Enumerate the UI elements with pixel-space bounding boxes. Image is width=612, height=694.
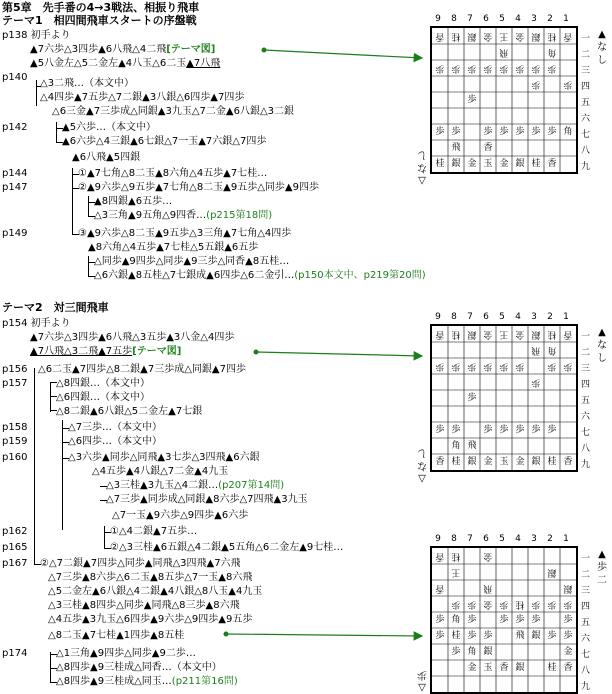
rank-label: 六 [581, 634, 591, 644]
move-line: ▲6八飛▲5四銀 [72, 152, 141, 163]
file-label: 9 [435, 312, 441, 322]
move-line: △6六銀▲8五桂△7七銀成▲6四歩△6二金引…(p150本文中、p219第20問) [94, 270, 426, 281]
file-label: 9 [435, 534, 441, 544]
shogi-piece: 歩 [435, 361, 445, 371]
ref: p167 [2, 558, 28, 569]
move-line: △8二玉▲7七桂▲1四歩▲8五桂 [48, 630, 185, 641]
shogi-piece: 香 [435, 31, 445, 41]
shogi-piece: 歩 [467, 599, 477, 609]
shogi-piece: 歩 [467, 631, 477, 641]
file-label: 8 [451, 534, 457, 544]
move-line: ▲7八飛△3二飛▲7五歩[テーマ図] [30, 346, 182, 357]
move-line: ③▲9六歩△8二玉▲9五歩△3三角▲7七角△4四歩 [78, 228, 292, 239]
shogi-piece: 歩 [547, 127, 557, 137]
move-line: ①▲7七角△8二玉▲8六角△4五歩▲7七桂… [78, 168, 268, 179]
move-line: ▲8四銀▲6五歩… [94, 196, 173, 207]
move-line: △7三歩▲同歩成△同銀▲8六歩△7四飛▲3九玉 [106, 494, 308, 505]
rank-label: 五 [581, 618, 591, 628]
ref: p157 [2, 378, 28, 389]
shogi-piece: 香 [435, 329, 445, 339]
shogi-piece: 歩 [483, 425, 493, 435]
rank-label: 五 [581, 98, 591, 108]
ref: p174 [2, 648, 28, 659]
shogi-piece: 歩 [563, 631, 573, 641]
rank-label: 八 [581, 444, 591, 454]
file-label: 4 [515, 312, 521, 322]
shogi-piece: 歩 [531, 63, 541, 73]
shogi-piece: 香 [435, 583, 445, 593]
rank-label: 九 [581, 460, 591, 470]
move-line: △3六歩▲同歩△同飛▲3七歩△3四飛▲6六銀 [68, 452, 260, 463]
shogi-piece: 歩 [467, 361, 477, 371]
shogi-piece: 銀 [531, 329, 541, 339]
move-line: △7三歩▲8六歩△6二玉▲8五歩△7一玉▲8六飛 [48, 572, 253, 583]
shogi-piece: 香 [499, 663, 509, 673]
ref: p162 [2, 526, 28, 537]
shogi-piece: 歩 [515, 615, 525, 625]
ref: p158 [2, 422, 28, 433]
move-line: ①△4二銀▲7五歩… [110, 526, 198, 537]
move-line: △8四歩▲9三桂成△同玉…(p211第16問) [56, 676, 238, 687]
shogi-piece: 歩 [547, 63, 557, 73]
move-line: △6四歩…（本文中） [68, 436, 163, 447]
ref: p160 [2, 452, 28, 463]
file-label: 1 [563, 534, 569, 544]
shogi-piece: 歩 [483, 63, 493, 73]
move-line: △同歩▲9四歩△同歩▲9三歩△同香▲8五桂… [94, 256, 290, 267]
file-label: 3 [531, 312, 537, 322]
shogi-piece: 銀 [467, 329, 477, 339]
shogi-piece: 歩 [435, 63, 445, 73]
shogi-piece: 角 [467, 647, 477, 657]
shogi-piece: 香 [547, 159, 557, 169]
move-line: ▲6六歩△4三銀▲6七銀△7一玉▲7六銀△7四歩 [62, 136, 267, 147]
shogi-piece: 歩 [515, 63, 525, 73]
shogi-piece: 桂 [451, 329, 461, 339]
ref: p140 [2, 72, 28, 83]
move-line: △4五歩▲3九玉△6四歩▲9六歩△9四歩▲9五歩 [48, 614, 253, 625]
shogi-piece: 桂 [451, 457, 461, 467]
move-line: △7三歩…（本文中） [68, 422, 163, 433]
shogi-piece: 角 [451, 615, 461, 625]
shogi-piece: 王 [499, 329, 509, 339]
move-line: △4五歩▲4八銀△7二金▲4九玉 [92, 466, 229, 477]
shogi-piece: 歩 [547, 425, 557, 435]
shogi-piece: 角 [451, 441, 461, 451]
move-line: △3三桂▲3九玉△4二銀…(p207第14問) [106, 480, 285, 491]
file-label: 6 [483, 14, 489, 24]
file-label: 3 [531, 534, 537, 544]
ref: p144 [2, 168, 28, 179]
shogi-piece: 金 [499, 159, 509, 169]
file-label: 4 [515, 534, 521, 544]
hand-sente-2: ▲なし [597, 327, 607, 364]
board-frame [430, 546, 578, 694]
shogi-piece: 歩 [451, 647, 461, 657]
hand-sente-3: ▲歩二 [597, 549, 607, 586]
file-label: 6 [483, 312, 489, 322]
shogi-piece: 桂 [531, 159, 541, 169]
shogi-piece: 飛 [451, 143, 461, 153]
shogi-piece: 飛 [499, 47, 509, 57]
theme1-title: テーマ1 相四間飛車スタートの序盤戦 [2, 14, 197, 27]
shogi-piece: 銀 [467, 31, 477, 41]
shogi-piece: 金 [563, 647, 573, 657]
shogi-piece: 金 [515, 31, 525, 41]
shogi-piece: 桂 [451, 31, 461, 41]
shogi-piece: 歩 [563, 599, 573, 609]
shogi-piece: 歩 [531, 425, 541, 435]
shogi-piece: 金 [483, 329, 493, 339]
shogi-piece: 歩 [435, 631, 445, 641]
shogi-piece: 歩 [435, 127, 445, 137]
move-line: △6三金▲7三歩成△同銀▲3九玉△7二金▲6八銀△3二銀 [52, 106, 295, 117]
file-label: 5 [499, 534, 505, 544]
shogi-piece: 歩 [435, 425, 445, 435]
shogi-piece: 桂 [547, 663, 557, 673]
shogi-piece: 飛 [531, 345, 541, 355]
shogi-piece: 金 [515, 329, 525, 339]
rank-label: 七 [581, 650, 591, 660]
shogi-piece: 飛 [515, 631, 525, 641]
rank-label: 一 [581, 554, 591, 564]
rank-label: 七 [581, 130, 591, 140]
shogi-piece: 歩 [563, 361, 573, 371]
shogi-piece: 歩 [515, 127, 525, 137]
shogi-piece: 桂 [435, 159, 445, 169]
hand-gote-2: △なし [417, 447, 427, 484]
shogi-piece: 飛 [467, 441, 477, 451]
shogi-piece: 銀 [515, 663, 525, 673]
shogi-piece: 銀 [531, 31, 541, 41]
rank-label: 八 [581, 666, 591, 676]
shogi-piece: 歩 [451, 127, 461, 137]
move-line: △3三角▲9五角△9四香…(p215第18問) [94, 210, 273, 221]
file-label: 7 [467, 534, 473, 544]
rank-label: 二 [581, 348, 591, 358]
shogi-piece: 歩 [499, 599, 509, 609]
shogi-piece: 香 [563, 329, 573, 339]
shogi-piece: 歩 [563, 615, 573, 625]
shogi-piece: 歩 [515, 361, 525, 371]
shogi-piece: 金 [515, 457, 525, 467]
shogi-piece: 銀 [515, 159, 525, 169]
rank-label: 八 [581, 146, 591, 156]
shogi-piece: 歩 [499, 361, 509, 371]
rank-label: 四 [581, 602, 591, 612]
theme2-title: テーマ2 対三間飛車 [2, 301, 109, 314]
shogi-piece: 歩 [483, 361, 493, 371]
shogi-piece: 歩 [467, 63, 477, 73]
shogi-piece: 桂 [547, 31, 557, 41]
file-label: 9 [435, 14, 441, 24]
shogi-piece: 銀 [531, 631, 541, 641]
ref: p154 初手より [2, 318, 71, 329]
file-label: 2 [547, 312, 553, 322]
theme-figure-link[interactable]: [テーマ図] [166, 44, 216, 55]
move-line: ▲7六歩△3四歩▲6八飛△4二飛[テーマ図] [30, 44, 216, 55]
shogi-piece: 香 [563, 457, 573, 467]
shogi-piece: 歩 [547, 361, 557, 371]
shogi-piece: 歩 [499, 425, 509, 435]
shogi-piece: 歩 [515, 425, 525, 435]
file-label: 1 [563, 312, 569, 322]
shogi-piece: 銀 [483, 647, 493, 657]
move-line: ▲7六歩△3四歩▲6八飛△3五歩▲3八金△4四歩 [30, 332, 235, 343]
hand-sente-1: ▲なし [597, 29, 607, 66]
shogi-piece: 歩 [467, 615, 477, 625]
shogi-piece: 銀 [547, 567, 557, 577]
board-frame [430, 26, 578, 174]
move-line: △7一玉▲9六歩△9四歩▲6六歩 [112, 510, 249, 521]
ref: p156 [2, 364, 28, 375]
shogi-piece: 歩 [451, 361, 461, 371]
move-line: △3三桂▲8四歩△同歩▲同飛△8三歩▲8六飛 [48, 600, 240, 611]
shogi-piece: 香 [435, 551, 445, 561]
rank-label: 九 [581, 162, 591, 172]
shogi-piece: 桂 [515, 599, 525, 609]
shogi-piece: 王 [451, 567, 461, 577]
shogi-piece: 玉 [499, 457, 509, 467]
shogi-piece: 桂 [451, 631, 461, 641]
shogi-piece: 金 [483, 551, 493, 561]
rank-label: 一 [581, 34, 591, 44]
shogi-piece: 歩 [547, 631, 557, 641]
shogi-piece: 銀 [467, 457, 477, 467]
shogi-piece: 歩 [451, 425, 461, 435]
shogi-piece: 金 [483, 31, 493, 41]
shogi-piece: 金 [483, 457, 493, 467]
move-line: ②△3三桂▲6五銀△4二銀▲5五角△6二金左▲9七桂… [110, 542, 344, 553]
hand-gote-1: △なし [417, 149, 427, 186]
theme-figure-link-2[interactable]: [テーマ図] [132, 346, 182, 357]
ref: p142 [2, 122, 28, 133]
rank-label: 四 [581, 380, 591, 390]
shogi-piece: 金 [483, 599, 493, 609]
shogi-piece: 桂 [547, 329, 557, 339]
ref: p159 [2, 436, 28, 447]
shogi-piece: 歩 [499, 63, 509, 73]
file-label: 2 [547, 534, 553, 544]
ref: p149 [2, 228, 28, 239]
shogi-piece: 歩 [467, 393, 477, 403]
shogi-piece: 玉 [483, 159, 493, 169]
rank-label: 九 [581, 682, 591, 692]
move-line: △4四歩▲7五歩△7二銀▲3八銀△6四歩▲7四歩 [40, 92, 245, 103]
shogi-piece: 歩 [435, 615, 445, 625]
shogi-piece: 銀 [451, 159, 461, 169]
shogi-piece: 桂 [451, 551, 461, 561]
shogi-piece: 玉 [483, 663, 493, 673]
board-frame [430, 324, 578, 472]
hand-gote-3: △歩 [417, 669, 427, 693]
file-label: 7 [467, 312, 473, 322]
shogi-piece: 歩 [531, 377, 541, 387]
shogi-piece: 香 [563, 31, 573, 41]
move-line: △6二玉▲7四歩△8二銀▲7三歩成△同銀▲7四歩 [38, 364, 246, 375]
shogi-piece: 角 [547, 47, 557, 57]
ref: p165 [2, 542, 28, 553]
move-line: △3二飛…（本文中） [40, 78, 135, 89]
move-line: △8二銀▲6八銀△5二金左▲7七銀 [56, 406, 203, 417]
file-label: 2 [547, 14, 553, 24]
move-line: △5二金左▲6八銀△4二銀▲4八銀△8八玉▲4九玉 [48, 586, 263, 597]
file-label: 7 [467, 14, 473, 24]
rank-label: 三 [581, 66, 591, 76]
shogi-piece: 歩 [531, 127, 541, 137]
move-line: △8四銀…（本文中） [56, 378, 151, 389]
shogi-piece: 香 [563, 663, 573, 673]
shogi-piece: 歩 [547, 599, 557, 609]
move-line: ▲8六角△4五歩▲7七桂△5五銀▲6五歩 [88, 242, 259, 253]
shogi-piece: 銀 [531, 457, 541, 467]
shogi-piece: 歩 [467, 95, 477, 105]
move-line: △6四銀…（本文中） [56, 392, 151, 403]
file-label: 5 [499, 312, 505, 322]
shogi-piece: 飛 [483, 583, 493, 593]
move-line: ②▲9六歩△9五歩▲7七角△8二玉▲9五歩△同歩▲9四歩 [78, 182, 319, 193]
shogi-piece: 銀 [563, 583, 573, 593]
rank-label: 一 [581, 332, 591, 342]
shogi-piece: 金 [467, 663, 477, 673]
file-label: 1 [563, 14, 569, 24]
rank-label: 二 [581, 570, 591, 580]
file-label: 5 [499, 14, 505, 24]
shogi-piece: 桂 [547, 457, 557, 467]
move-line: ②△7二銀▲7四歩△同歩▲同飛△3四飛▲7六飛 [40, 558, 241, 569]
shogi-piece: 歩 [451, 63, 461, 73]
shogi-piece: 歩 [499, 127, 509, 137]
move-line: ▲5八金左△5二金左▲4八玉△6二玉▲7八飛 [30, 58, 221, 69]
rank-label: 三 [581, 586, 591, 596]
rank-label: 二 [581, 50, 591, 60]
shogi-piece: 角 [547, 345, 557, 355]
ref: p138 初手より [2, 30, 71, 41]
shogi-piece: 歩 [483, 631, 493, 641]
rank-label: 六 [581, 114, 591, 124]
chapter-title: 第5章 先手番の4→3戦法、相振り飛車 [2, 1, 200, 14]
shogi-piece: 歩 [483, 127, 493, 137]
ref: p147 [2, 182, 28, 193]
shogi-piece: 歩 [531, 79, 541, 89]
move-line: △1三角▲9四歩△同歩▲9二歩… [56, 648, 196, 659]
shogi-piece: 歩 [531, 599, 541, 609]
move-line: ▲5六歩…（本文中） [62, 122, 157, 133]
shogi-piece: 歩 [451, 599, 461, 609]
file-label: 8 [451, 312, 457, 322]
file-label: 8 [451, 14, 457, 24]
rank-label: 六 [581, 412, 591, 422]
shogi-piece: 香 [435, 457, 445, 467]
rank-label: 七 [581, 428, 591, 438]
shogi-piece: 金 [467, 159, 477, 169]
file-label: 4 [515, 14, 521, 24]
move-line: △8四歩▲9三桂成△同香…（本文中） [56, 662, 222, 673]
shogi-piece: 歩 [499, 615, 509, 625]
shogi-piece: 角 [563, 127, 573, 137]
shogi-piece: 歩 [531, 615, 541, 625]
file-label: 6 [483, 534, 489, 544]
file-label: 3 [531, 14, 537, 24]
rank-label: 五 [581, 396, 591, 406]
shogi-piece: 香 [483, 143, 493, 153]
shogi-piece: 王 [499, 31, 509, 41]
rank-label: 三 [581, 364, 591, 374]
shogi-piece: 歩 [563, 79, 573, 89]
rank-label: 四 [581, 82, 591, 92]
